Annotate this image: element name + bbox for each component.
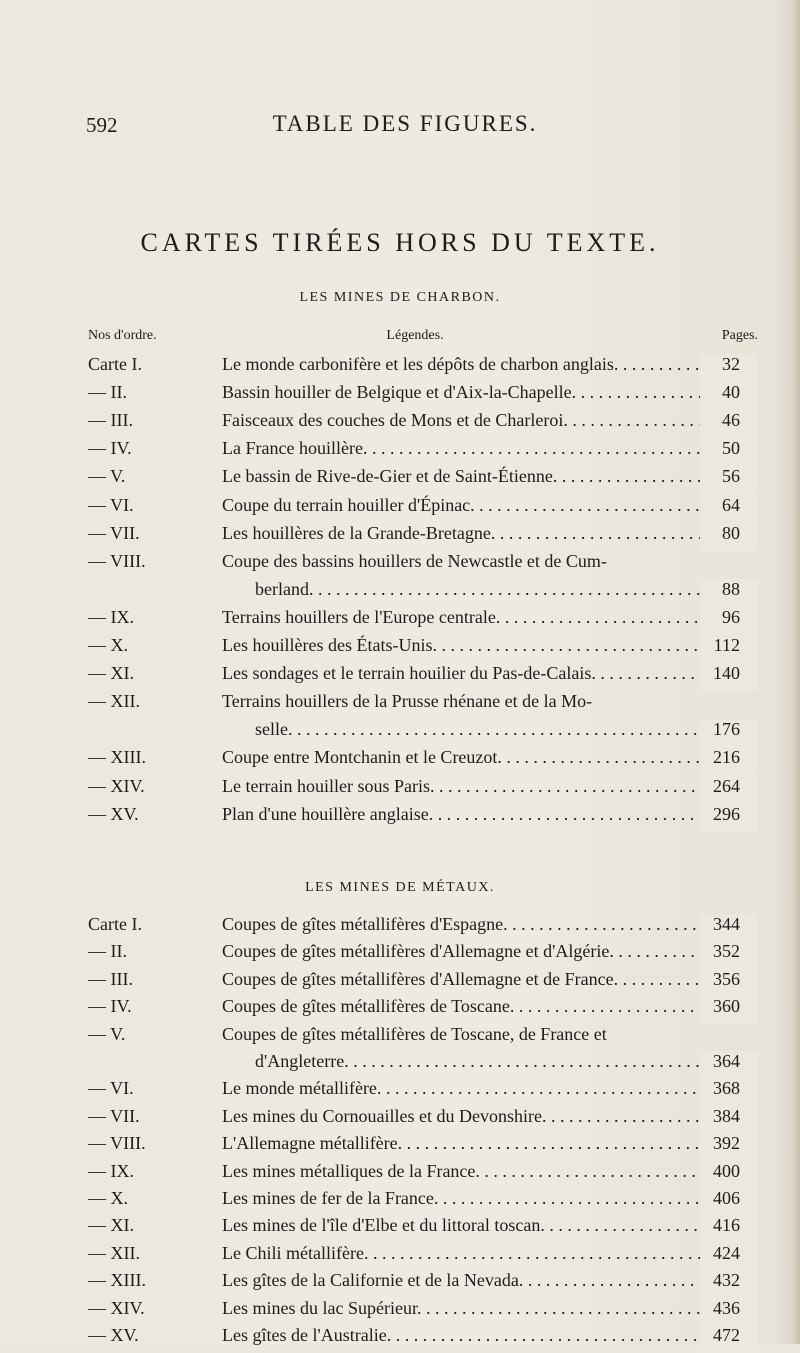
- list-item: [0, 1024, 800, 1052]
- map-number: — VI.: [88, 1078, 134, 1099]
- map-legend: Plan d'une houillère anglaise. . . .: [222, 804, 750, 825]
- page-reference: 56: [722, 466, 740, 487]
- page-reference: 264: [713, 775, 740, 796]
- map-number: Carte I.: [88, 914, 142, 934]
- list-item: [0, 1188, 800, 1216]
- column-header-pages: Pages.: [721, 328, 758, 343]
- page-reference: 352: [713, 941, 740, 962]
- map-number: — XI.: [88, 1215, 134, 1236]
- map-number: — XIII.: [88, 1270, 146, 1291]
- map-legend: Les mines de fer de la France. . . .: [222, 1188, 750, 1209]
- page-reference: 46: [722, 410, 740, 431]
- map-legend: Coupes de gîtes métallifères d'Allemagne et d'Algérie. . . .: [222, 941, 750, 962]
- map-number: — XII.: [88, 1242, 140, 1263]
- metals-section-heading: LES MINES DE MÉTAUX.: [305, 880, 495, 895]
- list-item: [0, 663, 800, 691]
- map-number: — XII.: [88, 691, 140, 712]
- column-header-legend: Légendes.: [386, 328, 444, 343]
- page-reference: 384: [713, 1105, 740, 1126]
- map-number: — X.: [88, 1188, 128, 1208]
- list-item: [0, 1106, 800, 1134]
- page-reference: 356: [713, 968, 740, 989]
- page-reference: 32: [722, 354, 740, 374]
- list-item: [0, 1161, 800, 1189]
- map-number: — VII.: [88, 522, 140, 543]
- map-legend: Coupes de gîtes métallifères de Toscane, de France et: [222, 1023, 607, 1044]
- map-number: — IX.: [88, 1160, 134, 1181]
- page-reference: 50: [722, 438, 740, 459]
- map-number: — III.: [88, 968, 133, 989]
- list-item: [0, 969, 800, 997]
- list-item: [0, 914, 800, 942]
- map-number: — V.: [88, 466, 126, 487]
- list-item: [0, 941, 800, 969]
- map-legend: Les mines du Cornouailles et du Devonshire. . . .: [222, 1106, 750, 1127]
- page-reference: 368: [713, 1078, 740, 1099]
- map-legend: d'Angleterre. . . .: [255, 1051, 750, 1072]
- map-legend: berland. . . .: [255, 579, 750, 600]
- page-reference: 406: [713, 1188, 740, 1208]
- list-item: [0, 579, 800, 607]
- map-legend: Terrains houillers de l'Europe centrale. . . .: [222, 607, 750, 628]
- map-number: — VIII.: [88, 1133, 146, 1154]
- page-reference: 140: [713, 663, 740, 684]
- map-legend: Le Chili métallifère. . . .: [222, 1243, 750, 1264]
- map-legend: Coupe entre Montchanin et le Creuzot. . . .: [222, 747, 750, 768]
- page-reference: 424: [713, 1242, 740, 1263]
- page-reference: 360: [713, 996, 740, 1017]
- list-item: [0, 354, 800, 382]
- map-legend: Coupes de gîtes métallifères de Toscane. . . .: [222, 996, 750, 1017]
- list-item: [0, 607, 800, 635]
- map-number: — IV.: [88, 438, 132, 459]
- page-reference: 96: [722, 606, 740, 627]
- page-reference: 400: [713, 1160, 740, 1181]
- map-legend: Les mines de l'île d'Elbe et du littoral toscan. . . .: [222, 1215, 750, 1236]
- page-reference: 112: [713, 635, 740, 655]
- page-reference: 416: [713, 1215, 740, 1236]
- map-legend: Le monde métallifère. . . .: [222, 1078, 750, 1099]
- list-item: [0, 1078, 800, 1106]
- map-legend: Coupe du terrain houiller d'Épinac. . . .: [222, 495, 750, 516]
- map-legend: Les mines métalliques de la France. . . .: [222, 1161, 750, 1182]
- list-item: [0, 996, 800, 1024]
- map-legend: selle. . . .: [255, 719, 750, 740]
- map-legend: Bassin houiller de Belgique et d'Aix-la-Chapelle. . . .: [222, 382, 750, 403]
- page-reference: 364: [713, 1051, 740, 1071]
- map-legend: L'Allemagne métallifère. . . .: [222, 1133, 750, 1154]
- page-reference: 80: [722, 522, 740, 543]
- list-item: [0, 1325, 800, 1353]
- map-legend: Les mines du lac Supérieur. . . .: [222, 1298, 750, 1319]
- map-legend: Coupes de gîtes métallifères d'Espagne. . . .: [222, 914, 750, 935]
- map-number: — IV.: [88, 996, 132, 1017]
- map-legend: Les gîtes de la Californie et de la Nevada. . . .: [222, 1270, 750, 1291]
- list-item: [0, 691, 800, 719]
- map-number: — XIV.: [88, 775, 145, 796]
- page-reference: 40: [722, 382, 740, 403]
- map-number: — III.: [88, 410, 133, 431]
- map-number: — X.: [88, 635, 128, 655]
- column-header-number: Nos d'ordre.: [88, 328, 157, 343]
- page-reference: 472: [713, 1325, 740, 1345]
- map-number: — XI.: [88, 663, 134, 684]
- map-legend: Faisceaux des couches de Mons et de Charleroi. . . .: [222, 410, 750, 431]
- list-item: [0, 1051, 800, 1079]
- map-legend: Les sondages et le terrain houilier du Pas-de-Calais. . . .: [222, 663, 750, 684]
- page-number: 592: [86, 113, 118, 137]
- list-item: [0, 438, 800, 466]
- page-reference: 436: [713, 1297, 740, 1318]
- list-item: [0, 747, 800, 775]
- list-item: [0, 382, 800, 410]
- map-legend: Les houillères des États-Unis. . . .: [222, 635, 750, 656]
- page-reference: 64: [722, 494, 740, 515]
- list-item: [0, 635, 800, 663]
- coal-section-heading: LES MINES DE CHARBON.: [299, 290, 501, 305]
- map-number: — XIV.: [88, 1297, 145, 1318]
- page-reference: 88: [722, 578, 740, 599]
- page-reference: 392: [713, 1133, 740, 1154]
- list-item: [0, 1270, 800, 1298]
- map-legend: Les houillères de la Grande-Bretagne. . . .: [222, 523, 750, 544]
- map-number: — II.: [88, 382, 127, 403]
- list-item: [0, 495, 800, 523]
- map-number: — V.: [88, 1023, 126, 1044]
- map-number: — IX.: [88, 606, 134, 627]
- list-item: [0, 1243, 800, 1271]
- list-item: [0, 1215, 800, 1243]
- main-title: CARTES TIRÉES HORS DU TEXTE.: [140, 228, 660, 257]
- list-item: [0, 466, 800, 494]
- map-number: — VIII.: [88, 550, 146, 571]
- page-reference: 296: [713, 803, 740, 824]
- list-item: [0, 523, 800, 551]
- map-legend: Terrains houillers de la Prusse rhénane et de la Mo-: [222, 691, 593, 712]
- running-title: TABLE DES FIGURES.: [272, 111, 538, 136]
- list-item: [0, 1133, 800, 1161]
- list-item: [0, 719, 800, 747]
- map-number: Carte I.: [88, 354, 142, 374]
- map-legend: Le terrain houiller sous Paris. . . .: [222, 776, 750, 797]
- list-item: [0, 804, 800, 832]
- list-item: [0, 776, 800, 804]
- page-edge-shadow: [792, 0, 800, 1344]
- list-item: [0, 1298, 800, 1326]
- list-item: [0, 410, 800, 438]
- page-reference: 432: [713, 1270, 740, 1291]
- map-number: — VI.: [88, 494, 134, 515]
- list-item: [0, 551, 800, 579]
- map-legend: Coupe des bassins houillers de Newcastle et de Cum-: [222, 550, 607, 571]
- page-reference: 216: [713, 747, 740, 768]
- map-number: — VII.: [88, 1105, 140, 1126]
- map-number: — XIII.: [88, 747, 146, 768]
- map-legend: Les gîtes de l'Australie. . . .: [222, 1325, 750, 1346]
- map-legend: Coupes de gîtes métallifères d'Allemagne et de France. . . .: [222, 969, 750, 990]
- map-number: — II.: [88, 941, 127, 962]
- map-legend: Le monde carbonifère et les dépôts de charbon anglais. . . .: [222, 354, 750, 375]
- page-reference: 176: [713, 719, 740, 740]
- map-number: — XV.: [88, 803, 139, 824]
- map-legend: La France houillère. . . .: [222, 438, 750, 459]
- map-legend: Le bassin de Rive-de-Gier et de Saint-Étienne. . . .: [222, 466, 750, 487]
- page-reference: 344: [713, 914, 740, 934]
- map-number: — XV.: [88, 1325, 139, 1345]
